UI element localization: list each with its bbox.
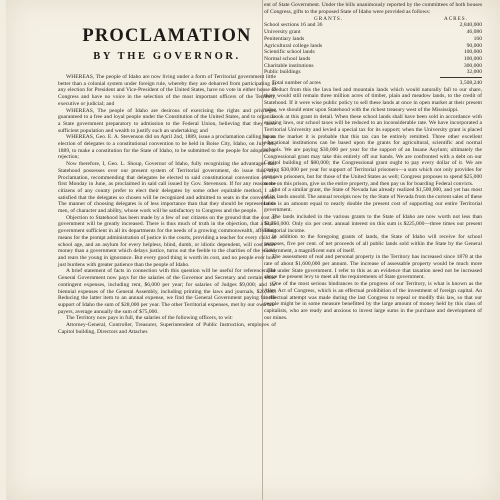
total-label: Total number of acres: [272, 80, 321, 87]
grant-acres: 32,000: [466, 69, 482, 76]
table-row: [264, 36, 482, 43]
table-row: [264, 49, 482, 56]
grant-acres: 160: [473, 35, 482, 42]
paragraph: Out of a similar grant, the State of Nevada has already realized $1,500,000, and yet has most of its lands unsold. The annual receipts now by the State of Nevada from the current sales of these lands is an amount equal to nearly double the present cost of supporting our entire Territorial government.: [264, 187, 482, 214]
total-value: 3,508,240: [459, 80, 482, 87]
grant-label: Public buildings: [264, 69, 301, 76]
paragraph: WHEREAS, The people of Idaho are now living under a form of Territorial government little better than a colonial system under foreign rule, whereby they are debarred from participating in any election for President and Vice-President of the United States, have no vote in either house of Congress and have no voice in the selection of the most important officers of the Territory, executive or judicial; and: [58, 74, 276, 107]
grant-acres: 46,080: [466, 29, 482, 36]
left-column: [58, 26, 276, 335]
grant-label: School sections 16 and 36: [264, 22, 323, 29]
grant-acres: 100,000: [463, 55, 482, 62]
table-row: [264, 69, 482, 76]
grant-label: Scientific school lands: [264, 49, 315, 56]
grants-column-header: GRANTS.: [314, 16, 344, 23]
headline: PROCLAMATION: [82, 26, 252, 46]
paragraph-continued: ent of State Government. Under the bills unanimously reported by the committees of both houses of Congress, gifts to the proposed State of Idaho were provided as follows:: [264, 2, 482, 15]
paragraph: One of the most serious hindrances to the progress of our Territory, is what is known as the Alien Act of Congress, which is an effectual prohibition of the investment of foreign capital. An ineffectual attempt was made during the last Congress to repeal or modify this law, so that our people might be in some measure benefitted by the large amount of money held by this class of capitalists, who are ready and anxious to invest large sums in the purchase and development of our mines.: [264, 281, 482, 321]
grant-label: Agricultural college lands: [264, 42, 323, 49]
paragraph: In addition to the foregoing grants of lands, the State of Idaho will receive for school purposes, five per cent. of net proceeds of all public lands sold within the State by the General Government, a magnificent sum of itself.: [264, 234, 482, 254]
subheadline: BY THE GOVERNOR.: [93, 51, 241, 62]
paragraph: A brief statement of facts in connection with this question will be useful for reference. The General Government now pays for the salaries of the Governor and Secretary and certain other contingent expenses, including rent, $6,000 per year; for salaries of Judges $9,000; and for biennial expenses of the General Assembly, including printing the laws and journals, $26,000. Reducing the latter item to an annual expense, we find the General Government paying for the support of Idaho the sum of $28,000 per year. The other Territorial expenses, met by our own tax-payers, average annually the sum of $75,000.: [58, 268, 276, 315]
grant-acres: 90,000: [466, 42, 482, 49]
paragraph: The assessment of real and personal property in the Territory has increased since 1878 at the rate of about $1,600,000 per annum. The increase of assessable property would be much more rapid under State government. I refer to this as an evidence that taxation need not be increased above the present levy to meet all the requirements of State government.: [264, 254, 482, 281]
paragraph: WHEREAS, Geo. E. A. Stevenson did on April 2nd, 1889, issue a proclamation calling for an election of delegates to a constitutional convention to be held in Boise City, Idaho, on July 4th, 1889, to make a constitution for the State of Idaho, to be submitted to the people for adoption or rejection;: [58, 134, 276, 161]
grants-table: [264, 22, 482, 86]
paragraph: Objection to Statehood has been made by a few of our citizens on the ground that the cost of government will be greatly increased. There is thus much of truth in the objection, that a State government sufficient in all its departments for the needs of a growing commonwealth, affording means for the prompt administration of justice in the courts, providing a teacher for every child of school age, and an asylum for every helpless, blind, dumb, or idiotic dependent, will cost more money than a government which delays justice, turns out the feeble to the charities of the world, and rears the young in ignorance. But every good thing is worth its cost, and no people ever bore just burdens with greater patience than the people of Idaho.: [58, 214, 276, 268]
grant-label: Penitentiary lands: [264, 35, 305, 42]
grant-label: Charitable institutions: [264, 62, 314, 69]
grant-acres: 2,840,000: [459, 22, 482, 29]
table-row: [264, 56, 482, 63]
paragraph: Deduct from this the lava bed and mountain lands which would naturally fall to our share, there would still remain three million acres of timber, plain and meadow lands, to the credit of Statehood. If it were wise public policy to sell these lands at once in open market at their present value, we should enter upon Statehood with the richest treasury west of the Mississippi.: [264, 86, 482, 113]
total-row: [264, 80, 482, 87]
paragraph: The Territory now pays in full, the salaries of the following officers, to wit:: [66, 315, 233, 322]
table-row: [264, 22, 482, 29]
paragraph: Now therefore, I, Geo. L. Shoup, Governor of Idaho, fully recognizing the advantages that Statehood possesses over our present system of Territorial government, do issue this, my Proclamation, recommending that delegates be elected to said constitutional convention on the first Monday in June, as proclaimed in said call issued by Gov. Stevenson. If for any reason the citizens of any county prefer to elect their delegates by some other equitable method, I am satisfied that the delegates so chosen will be recognized and admitted to seats in the convention. The manner of choosing delegates is of less importance than that they should be representative men, of character and ability, whose work will be satisfactory to Congress and the people.: [58, 161, 276, 215]
grant-label: University grant: [264, 29, 301, 36]
sum-rule: [440, 77, 482, 78]
grant-acres: 300,000: [463, 62, 482, 69]
paragraph: The lands included in the various grants to the State of Idaho are now worth not less than $3,750,000. Only six per cent. annual interest on this sum is $225,000—three times our present Territorial income.: [264, 214, 482, 234]
table-row: [264, 63, 482, 70]
table-row: [264, 29, 482, 36]
newspaper-page: [6, 0, 500, 500]
paragraph: Look at this grant in detail. When these school lands shall have been sold in accordance with existing laws, our school taxes will be reduced to an inconsiderable rate. We have incorporated a Territorial University and levied a special tax for its support; when the University grant is placed upon the market it is probable that this tax can be entirely remitted. Three other excellent educational institutions can be based upon the grants for agricultural, scientific and normal schools. We are paying $30,000 per year for the support of an Insane Asylum; ultimately the Congressional grant may take this entirely off our hands. We are confronted with a debt on our Capitol building of $80,000; the Congressional grant ought to pay every dollar of it. We are paying $30,000 per year for support of Territorial prisoners—a sum which not only provides for our own prisoners, but for those of the United States as well; Congress proposes to spend $25,000 more on this prison, give us the entire property, and then pay us for boarding Federal convicts.: [264, 113, 482, 187]
paragraph: WHEREAS, The people of Idaho are desirous of exercising the rights and privileges guaranteed to a free and loyal people under the Constitution of the United States, and to organize a State government preparatory to admission to the Federal Union, believing that they have sufficient population and wealth to justify such an undertaking; and: [58, 107, 276, 134]
right-column: [264, 2, 482, 321]
grant-acres: 100,000: [463, 49, 482, 56]
paragraph: Attorney-General, Controller, Treasurer, Superintendent of Public Instruction, employes of Capitol building, Directors and Attaches: [58, 322, 276, 335]
grant-label: Normal school lands: [264, 55, 311, 62]
acres-column-header: ACRES.: [443, 16, 468, 23]
